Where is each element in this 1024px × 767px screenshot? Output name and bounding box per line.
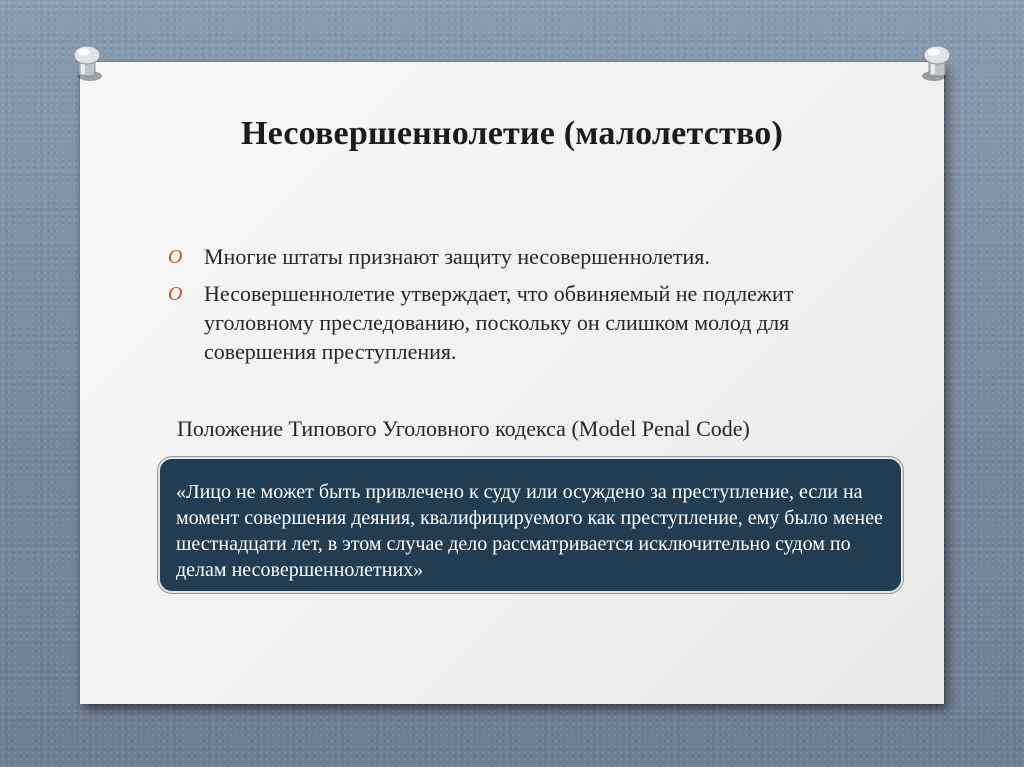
slide-paper [80,62,944,704]
bullet-item [168,242,818,271]
quote-box [158,457,903,593]
bullet-item [168,279,818,366]
subheading: Положение Типового Уголовного кодекса (Model Penal Code) [177,416,750,441]
pushpin-icon [68,40,108,84]
bullet-marker: O [168,283,183,305]
slide-title: Несовершеннолетие (малолетство) [240,115,784,152]
bullet-list [168,242,818,374]
quote-text: «Лицо не может быть привлечено к суду или осуждено за преступление, если на момент совершения деяния, квалифицируемого как преступление, ему было менее шестнадцати лет, в этом случае дело рассматривается исключительно судом по делам несовершеннолетних» [176,481,883,581]
bullet-marker: O [168,246,183,268]
bullet-text: Несовершеннолетие утверждает, что обвиняемый не подлежит уголовному преследованию, поскольку он слишком молод для совершения преступления. [204,281,794,364]
pushpin-icon [916,40,956,84]
bullet-text: Многие штаты признают защиту несовершеннолетия. [204,244,710,269]
